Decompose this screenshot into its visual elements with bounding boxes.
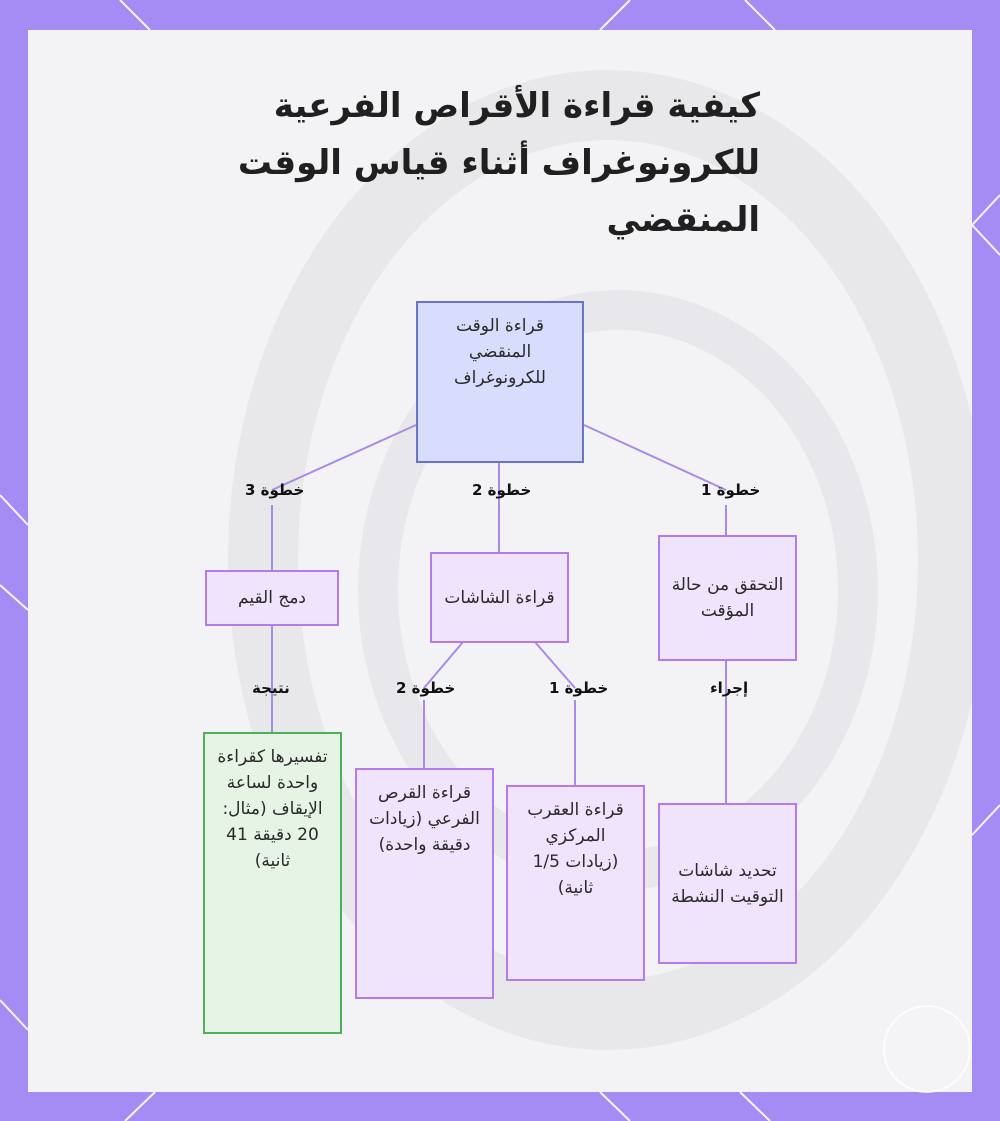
node-combine: دمج القيم [205,570,339,626]
node-interpret-result: تفسيرها كقراءة واحدة لساعة الإيقاف (مثال: 20 دقيقة 41 ثانية) [203,732,342,1034]
edge-label-sub-step1: خطوة 1 [549,679,609,697]
node-minute-subdial: قراءة القرص الفرعي (زيادات دقيقة واحدة) [355,768,494,999]
node-read-subdials: قراءة الشاشات [430,552,569,643]
watch-emblem-icon [883,1005,971,1093]
node-identify-subdials: تحديد شاشات التوقيت النشطة [658,803,797,964]
edge-label-step2: خطوة 2 [472,481,532,499]
node-central-hand: قراءة العقرب المركزي (زيادات 1/5 ثانية) [506,785,645,981]
edge-label-sub-step2: خطوة 2 [396,679,456,697]
edge-label-step3: خطوة 3 [245,481,305,499]
node-root: قراءة الوقت المنقضي للكرونوغراف [416,301,584,463]
node-check-state: التحقق من حالة المؤقت [658,535,797,661]
edge-label-step1: خطوة 1 [701,481,761,499]
diagram-title: كيفية قراءة الأقراص الفرعية للكرونوغراف أثناء قياس الوقت المنقضي [237,86,760,240]
edge-label-action: إجراء [710,679,749,697]
edge-label-result: نتيجة [252,679,290,697]
